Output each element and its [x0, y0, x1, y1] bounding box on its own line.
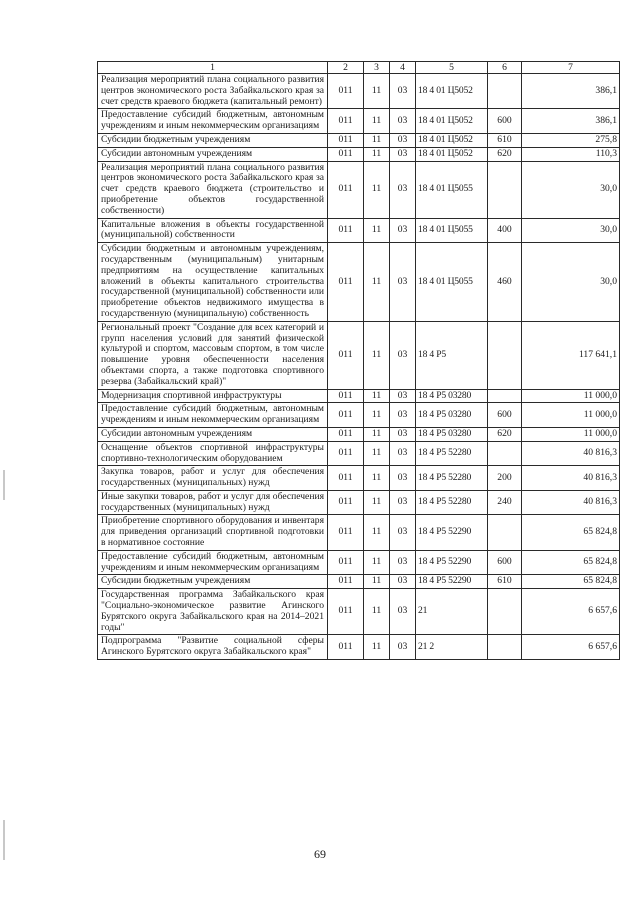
target-article-code: 18 4 01 Ц5052: [416, 147, 488, 161]
section-code: 11: [364, 466, 390, 491]
row-description: Государственная программа Забайкальского края "Социально-экономическое развитие Агинского Бурятского округа Забайкальского края на 2014–2021 годы": [98, 589, 328, 635]
amount: 386,1: [522, 74, 620, 109]
table-row: [98, 243, 620, 322]
amount: 65 824,8: [522, 515, 620, 550]
section-code: 11: [364, 147, 390, 161]
ministry-code: 011: [328, 466, 364, 491]
expense-type-code: [488, 321, 522, 389]
target-article-code: 18 4 01 Ц5055: [416, 243, 488, 322]
expense-type-code: [488, 515, 522, 550]
target-article-code: 18 4 P5 52290: [416, 575, 488, 589]
table-row: [98, 133, 620, 147]
row-description: Реализация мероприятий плана социального развития центров экономического роста Забайкальского края за счет средств краевого бюджета (капитальный ремонт): [98, 74, 328, 109]
table-row: [98, 515, 620, 550]
table-row: [98, 161, 620, 218]
row-description: Субсидии бюджетным учреждениям: [98, 575, 328, 589]
subsection-code: 03: [390, 635, 416, 660]
subsection-code: 03: [390, 490, 416, 515]
subsection-code: 03: [390, 427, 416, 441]
section-code: 11: [364, 575, 390, 589]
ministry-code: 011: [328, 635, 364, 660]
table-row: [98, 109, 620, 134]
ministry-code: 011: [328, 389, 364, 403]
amount: 11 000,0: [522, 389, 620, 403]
expense-type-code: 240: [488, 490, 522, 515]
target-article-code: 18 4 01 Ц5055: [416, 218, 488, 243]
row-description: Субсидии автономным учреждениям: [98, 427, 328, 441]
target-article-code: 18 4 P5 03280: [416, 427, 488, 441]
row-description: Подпрограмма "Развитие социальной сферы Агинского Бурятского округа Забайкальского края": [98, 635, 328, 660]
ministry-code: 011: [328, 589, 364, 635]
amount: 11 000,0: [522, 427, 620, 441]
amount: 40 816,3: [522, 490, 620, 515]
section-code: 11: [364, 133, 390, 147]
expense-type-code: 620: [488, 147, 522, 161]
header-cell: 5: [416, 62, 488, 74]
amount: 65 824,8: [522, 550, 620, 575]
row-description: Оснащение объектов спортивной инфраструктуры спортивно-технологическим оборудованием: [98, 441, 328, 466]
amount: 65 824,8: [522, 575, 620, 589]
target-article-code: 18 4 01 Ц5055: [416, 161, 488, 218]
amount: 30,0: [522, 218, 620, 243]
table-row: [98, 321, 620, 389]
ministry-code: 011: [328, 575, 364, 589]
row-description: Капитальные вложения в объекты государственной (муниципальной) собственности: [98, 218, 328, 243]
ministry-code: 011: [328, 161, 364, 218]
ministry-code: 011: [328, 243, 364, 322]
section-code: 11: [364, 161, 390, 218]
subsection-code: 03: [390, 109, 416, 134]
target-article-code: 18 4 01 Ц5052: [416, 133, 488, 147]
subsection-code: 03: [390, 74, 416, 109]
header-cell: 4: [390, 62, 416, 74]
row-description: Модернизация спортивной инфраструктуры: [98, 389, 328, 403]
amount: 275,8: [522, 133, 620, 147]
amount: 386,1: [522, 109, 620, 134]
section-code: 11: [364, 321, 390, 389]
amount: 6 657,6: [522, 635, 620, 660]
section-code: 11: [364, 515, 390, 550]
section-code: 11: [364, 389, 390, 403]
target-article-code: 18 4 P5 52280: [416, 466, 488, 491]
target-article-code: 21 2: [416, 635, 488, 660]
table-row: [98, 635, 620, 660]
expense-type-code: 610: [488, 575, 522, 589]
table-row: [98, 441, 620, 466]
expense-type-code: [488, 389, 522, 403]
subsection-code: 03: [390, 403, 416, 428]
target-article-code: 18 4 P5 03280: [416, 403, 488, 428]
header-cell: 6: [488, 62, 522, 74]
target-article-code: 21: [416, 589, 488, 635]
row-description: Региональный проект "Создание для всех категорий и групп населения условий для занятий физической культурой и спортом, массовым спортом, в том числе повышение уровня обеспеченности населения объектами спорта, а также подготовка спортивного резерва (Забайкальский край)": [98, 321, 328, 389]
subsection-code: 03: [390, 321, 416, 389]
subsection-code: 03: [390, 243, 416, 322]
target-article-code: 18 4 P5 03280: [416, 389, 488, 403]
budget-table: [97, 61, 620, 660]
header-cell: 3: [364, 62, 390, 74]
amount: 30,0: [522, 243, 620, 322]
section-code: 11: [364, 218, 390, 243]
section-code: 11: [364, 441, 390, 466]
amount: 30,0: [522, 161, 620, 218]
row-description: Предоставление субсидий бюджетным, автономным учреждениям и иным некоммерческим организациям: [98, 109, 328, 134]
section-code: 11: [364, 109, 390, 134]
section-code: 11: [364, 427, 390, 441]
table-row: [98, 389, 620, 403]
subsection-code: 03: [390, 589, 416, 635]
header-cell: 2: [328, 62, 364, 74]
ministry-code: 011: [328, 427, 364, 441]
subsection-code: 03: [390, 550, 416, 575]
section-code: 11: [364, 490, 390, 515]
amount: 40 816,3: [522, 441, 620, 466]
subsection-code: 03: [390, 147, 416, 161]
row-description: Приобретение спортивного оборудования и инвентаря для приведения организаций спортивной подготовки в нормативное состояние: [98, 515, 328, 550]
target-article-code: 18 4 P5 52280: [416, 441, 488, 466]
table-row: [98, 403, 620, 428]
table-row: [98, 147, 620, 161]
header-cell: 1: [98, 62, 328, 74]
target-article-code: 18 4 P5 52290: [416, 515, 488, 550]
target-article-code: 18 4 P5: [416, 321, 488, 389]
target-article-code: 18 4 01 Ц5052: [416, 109, 488, 134]
scan-edge-mark: [3, 470, 5, 500]
row-description: Субсидии бюджетным учреждениям: [98, 133, 328, 147]
expense-type-code: [488, 441, 522, 466]
expense-type-code: 620: [488, 427, 522, 441]
subsection-code: 03: [390, 133, 416, 147]
subsection-code: 03: [390, 389, 416, 403]
expense-type-code: 600: [488, 550, 522, 575]
section-code: 11: [364, 589, 390, 635]
table-row: [98, 490, 620, 515]
section-code: 11: [364, 243, 390, 322]
amount: 6 657,6: [522, 589, 620, 635]
subsection-code: 03: [390, 161, 416, 218]
section-code: 11: [364, 550, 390, 575]
expense-type-code: [488, 161, 522, 218]
table-header-row: [98, 62, 620, 74]
table-row: [98, 466, 620, 491]
subsection-code: 03: [390, 575, 416, 589]
header-cell: 7: [522, 62, 620, 74]
page-number: 69: [314, 847, 326, 861]
ministry-code: 011: [328, 321, 364, 389]
table-row: [98, 74, 620, 109]
target-article-code: 18 4 01 Ц5052: [416, 74, 488, 109]
ministry-code: 011: [328, 403, 364, 428]
table-row: [98, 589, 620, 635]
amount: 40 816,3: [522, 466, 620, 491]
ministry-code: 011: [328, 550, 364, 575]
row-description: Субсидии автономным учреждениям: [98, 147, 328, 161]
section-code: 11: [364, 635, 390, 660]
expense-type-code: [488, 635, 522, 660]
target-article-code: 18 4 P5 52290: [416, 550, 488, 575]
subsection-code: 03: [390, 466, 416, 491]
row-description: Иные закупки товаров, работ и услуг для обеспечения государственных (муниципальных) нужд: [98, 490, 328, 515]
row-description: Предоставление субсидий бюджетным, автономным учреждениям и иным некоммерческим организациям: [98, 550, 328, 575]
row-description: Субсидии бюджетным и автономным учреждениям, государственным (муниципальным) унитарным предприятиям на осуществление капитальных вложений в объекты капитального строительства государственной (муниципальной) собственности или приобретение объектов недвижимого имущества в государственную (муниципальную) собственность: [98, 243, 328, 322]
amount: 110,3: [522, 147, 620, 161]
section-code: 11: [364, 74, 390, 109]
table-row: [98, 575, 620, 589]
table-row: [98, 218, 620, 243]
amount: 117 641,1: [522, 321, 620, 389]
ministry-code: 011: [328, 490, 364, 515]
row-description: Закупка товаров, работ и услуг для обеспечения государственных (муниципальных) нужд: [98, 466, 328, 491]
ministry-code: 011: [328, 147, 364, 161]
expense-type-code: [488, 74, 522, 109]
ministry-code: 011: [328, 441, 364, 466]
target-article-code: 18 4 P5 52280: [416, 490, 488, 515]
expense-type-code: 610: [488, 133, 522, 147]
expense-type-code: 460: [488, 243, 522, 322]
subsection-code: 03: [390, 441, 416, 466]
ministry-code: 011: [328, 515, 364, 550]
row-description: Реализация мероприятий плана социального развития центров экономического роста Забайкальского края за счет средств краевого бюджета (строительство и приобретение объектов государственной собственности): [98, 161, 328, 218]
expense-type-code: 600: [488, 109, 522, 134]
expense-type-code: 200: [488, 466, 522, 491]
expense-type-code: [488, 589, 522, 635]
amount: 11 000,0: [522, 403, 620, 428]
expense-type-code: 400: [488, 218, 522, 243]
table-row: [98, 427, 620, 441]
table-row: [98, 550, 620, 575]
section-code: 11: [364, 403, 390, 428]
ministry-code: 011: [328, 74, 364, 109]
subsection-code: 03: [390, 218, 416, 243]
ministry-code: 011: [328, 133, 364, 147]
ministry-code: 011: [328, 109, 364, 134]
row-description: Предоставление субсидий бюджетным, автономным учреждениям и иным некоммерческим организациям: [98, 403, 328, 428]
ministry-code: 011: [328, 218, 364, 243]
subsection-code: 03: [390, 515, 416, 550]
expense-type-code: 600: [488, 403, 522, 428]
